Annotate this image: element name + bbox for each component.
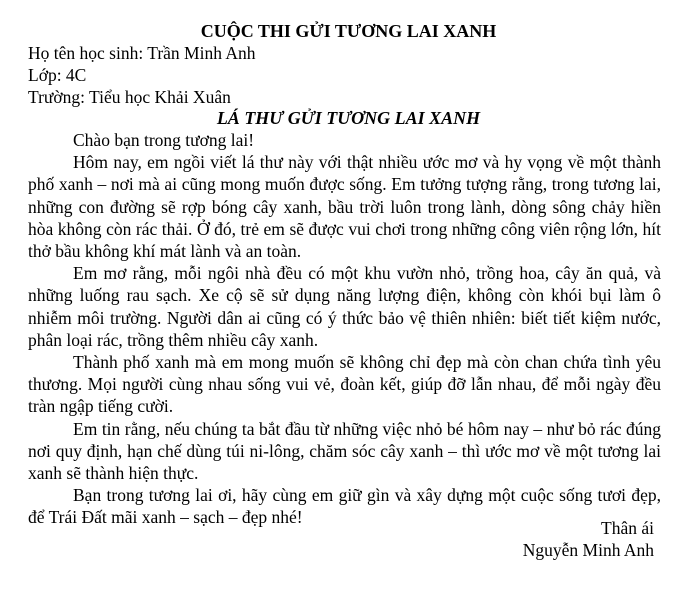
- letter-title: LÁ THƯ GỬI TƯƠNG LAI XANH: [216, 108, 481, 128]
- greeting-paragraph: Chào bạn trong tương lai!: [73, 130, 255, 150]
- letter-body: [28, 129, 661, 529]
- letter-paragraph: Em tin rằng, nếu chúng ta bắt đầu từ những việc nhỏ bé hôm nay – như bỏ rác đúng nơi quy định, hạn chế dùng túi ni-lông, chăm sóc cây xanh – thì ước mơ về một tương lai xanh sẽ thành hiện thực.: [28, 418, 661, 484]
- letter-paragraph: Em mơ rằng, mỗi ngôi nhà đều có một khu vườn nhỏ, trồng hoa, cây ăn quả, và những luống rau sạch. Xe cộ sẽ sử dụng năng lượng điện, không còn khói bụi làm ô nhiễm môi trường. Người dân ai cũng có ý thức bảo vệ thiên nhiên: biết tiết kiệm nước, phân loại rác, trồng thêm nhiều cây xanh.: [28, 263, 661, 350]
- student-school: Trường: Tiểu học Khải Xuân: [28, 87, 231, 107]
- student-class: Lớp: 4C: [28, 65, 87, 85]
- letter-paragraph: Thành phố xanh mà em mong muốn sẽ không chỉ đẹp mà còn chan chứa tình yêu thương. Mọi người cùng nhau sống vui vẻ, đoàn kết, giúp đỡ lẫn nhau, để mỗi ngày đều tràn ngập tiếng cười.: [28, 352, 661, 417]
- letter-paragraph: Bạn trong tương lai ơi, hãy cùng em giữ gìn và xây dựng một cuộc sống tươi đẹp, để Trái Đất mãi xanh – sạch – đẹp nhé!: [28, 485, 661, 528]
- student-name: Họ tên học sinh: Trần Minh Anh: [28, 43, 256, 63]
- letter-paragraph: Hôm nay, em ngồi viết lá thư này với thật nhiều ước mơ và hy vọng về một thành phố xanh – nơi mà ai cũng mong muốn được sống. Em tưởng tượng rằng, trong tương lai, những con đường sẽ rợp bóng cây xanh, bầu trời luôn trong lành, dòng sông chảy hiền hòa không còn rác thải. Ở đó, trẻ em sẽ được vui chơi trong những công viên rộng lớn, hít thở bầu không khí mát lành và an toàn.: [28, 152, 661, 262]
- contest-title: CUỘC THI GỬI TƯƠNG LAI XANH: [200, 21, 497, 41]
- signature: Nguyễn Minh Anh: [522, 540, 654, 560]
- closing-text: Thân ái: [601, 518, 654, 538]
